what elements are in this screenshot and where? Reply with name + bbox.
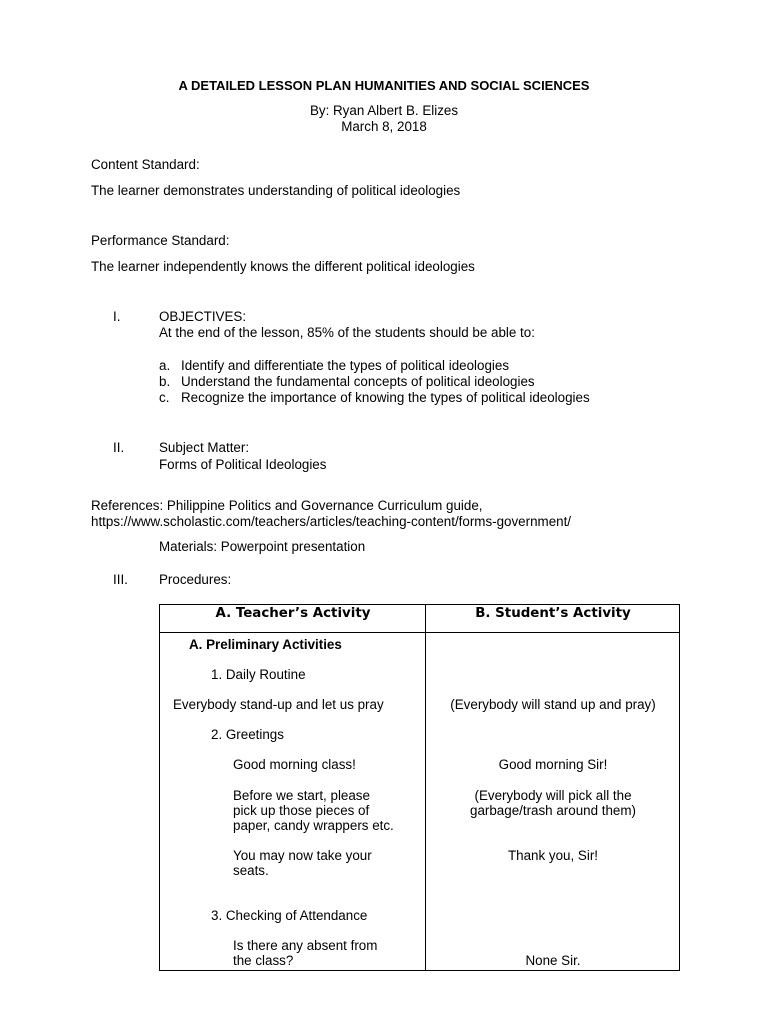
objectives-heading: OBJECTIVES: [159,309,247,324]
teacher-greeting: Good morning class! [233,757,356,772]
student-activity-heading: B. Student’s Activity [475,606,631,621]
procedures-numeral: III. [113,572,128,587]
absent-question-line: Is there any absent from [233,938,378,953]
document-title: A DETAILED LESSON PLAN HUMANITIES AND SOCIAL SCIENCES [178,78,590,93]
pickup-instruction-line: Before we start, please [233,788,370,803]
objective-text: Identify and differentiate the types of political ideologies [181,358,510,373]
daily-routine-item: 1. Daily Routine [211,667,306,682]
author-line: By: Ryan Albert B. Elizes [309,103,459,118]
pickup-instruction-line: paper, candy wrappers etc. [233,818,394,833]
objective-text: Recognize the importance of knowing the types of political ideologies [181,390,590,405]
teacher-activity-cell [160,633,426,971]
pickup-instruction-line: pick up those pieces of [233,803,370,818]
preliminary-activities-heading: A. Preliminary Activities [189,637,342,652]
references-line: References: Philippine Politics and Governance Curriculum guide, [91,498,483,513]
performance-standard-text: The learner independently knows the different political ideologies [91,259,475,274]
student-absent-response: None Sir. [525,953,581,968]
objective-marker: a. [159,358,171,373]
materials-line: Materials: Powerpoint presentation [159,539,366,554]
student-pickup-response-line: garbage/trash around them) [470,803,636,818]
student-greeting-response: Good morning Sir! [498,757,608,772]
student-seats-response: Thank you, Sir! [507,848,599,863]
objective-marker: c. [159,390,170,405]
content-standard-text: The learner demonstrates understanding of political ideologies [91,183,461,198]
student-activity-cell [426,633,680,971]
student-column-header [426,605,680,633]
seats-instruction-line: You may now take your [233,848,372,863]
teacher-activity-heading: A. Teacher’s Activity [215,606,371,621]
attendance-item: 3. Checking of Attendance [211,908,368,923]
date-line: March 8, 2018 [341,119,427,134]
greetings-item: 2. Greetings [211,727,284,742]
table-header-row [160,605,680,633]
table-row [160,633,680,971]
seats-instruction-line: seats. [233,863,269,878]
student-pray-response: (Everybody will stand up and pray) [450,697,656,712]
objectives-numeral: I. [113,309,121,324]
subject-matter-numeral: II. [113,440,125,455]
objectives-intro: At the end of the lesson, 85% of the students should be able to: [159,325,535,340]
performance-standard-label: Performance Standard: [91,233,230,248]
student-pickup-response-line: (Everybody will pick all the [474,788,632,803]
objective-marker: b. [159,374,171,389]
teacher-column-header [160,605,426,633]
content-standard-label: Content Standard: [91,157,200,172]
procedures-table [159,604,680,971]
absent-question-line: the class? [233,953,294,968]
pray-instruction: Everybody stand-up and let us pray [173,697,384,712]
objective-text: Understand the fundamental concepts of political ideologies [181,374,535,389]
procedures-heading: Procedures: [159,572,232,587]
subject-matter-heading: Subject Matter: [159,440,250,455]
references-url: https://www.scholastic.com/teachers/articles/teaching-content/forms-government/ [91,514,572,529]
subject-matter-text: Forms of Political Ideologies [159,457,327,472]
